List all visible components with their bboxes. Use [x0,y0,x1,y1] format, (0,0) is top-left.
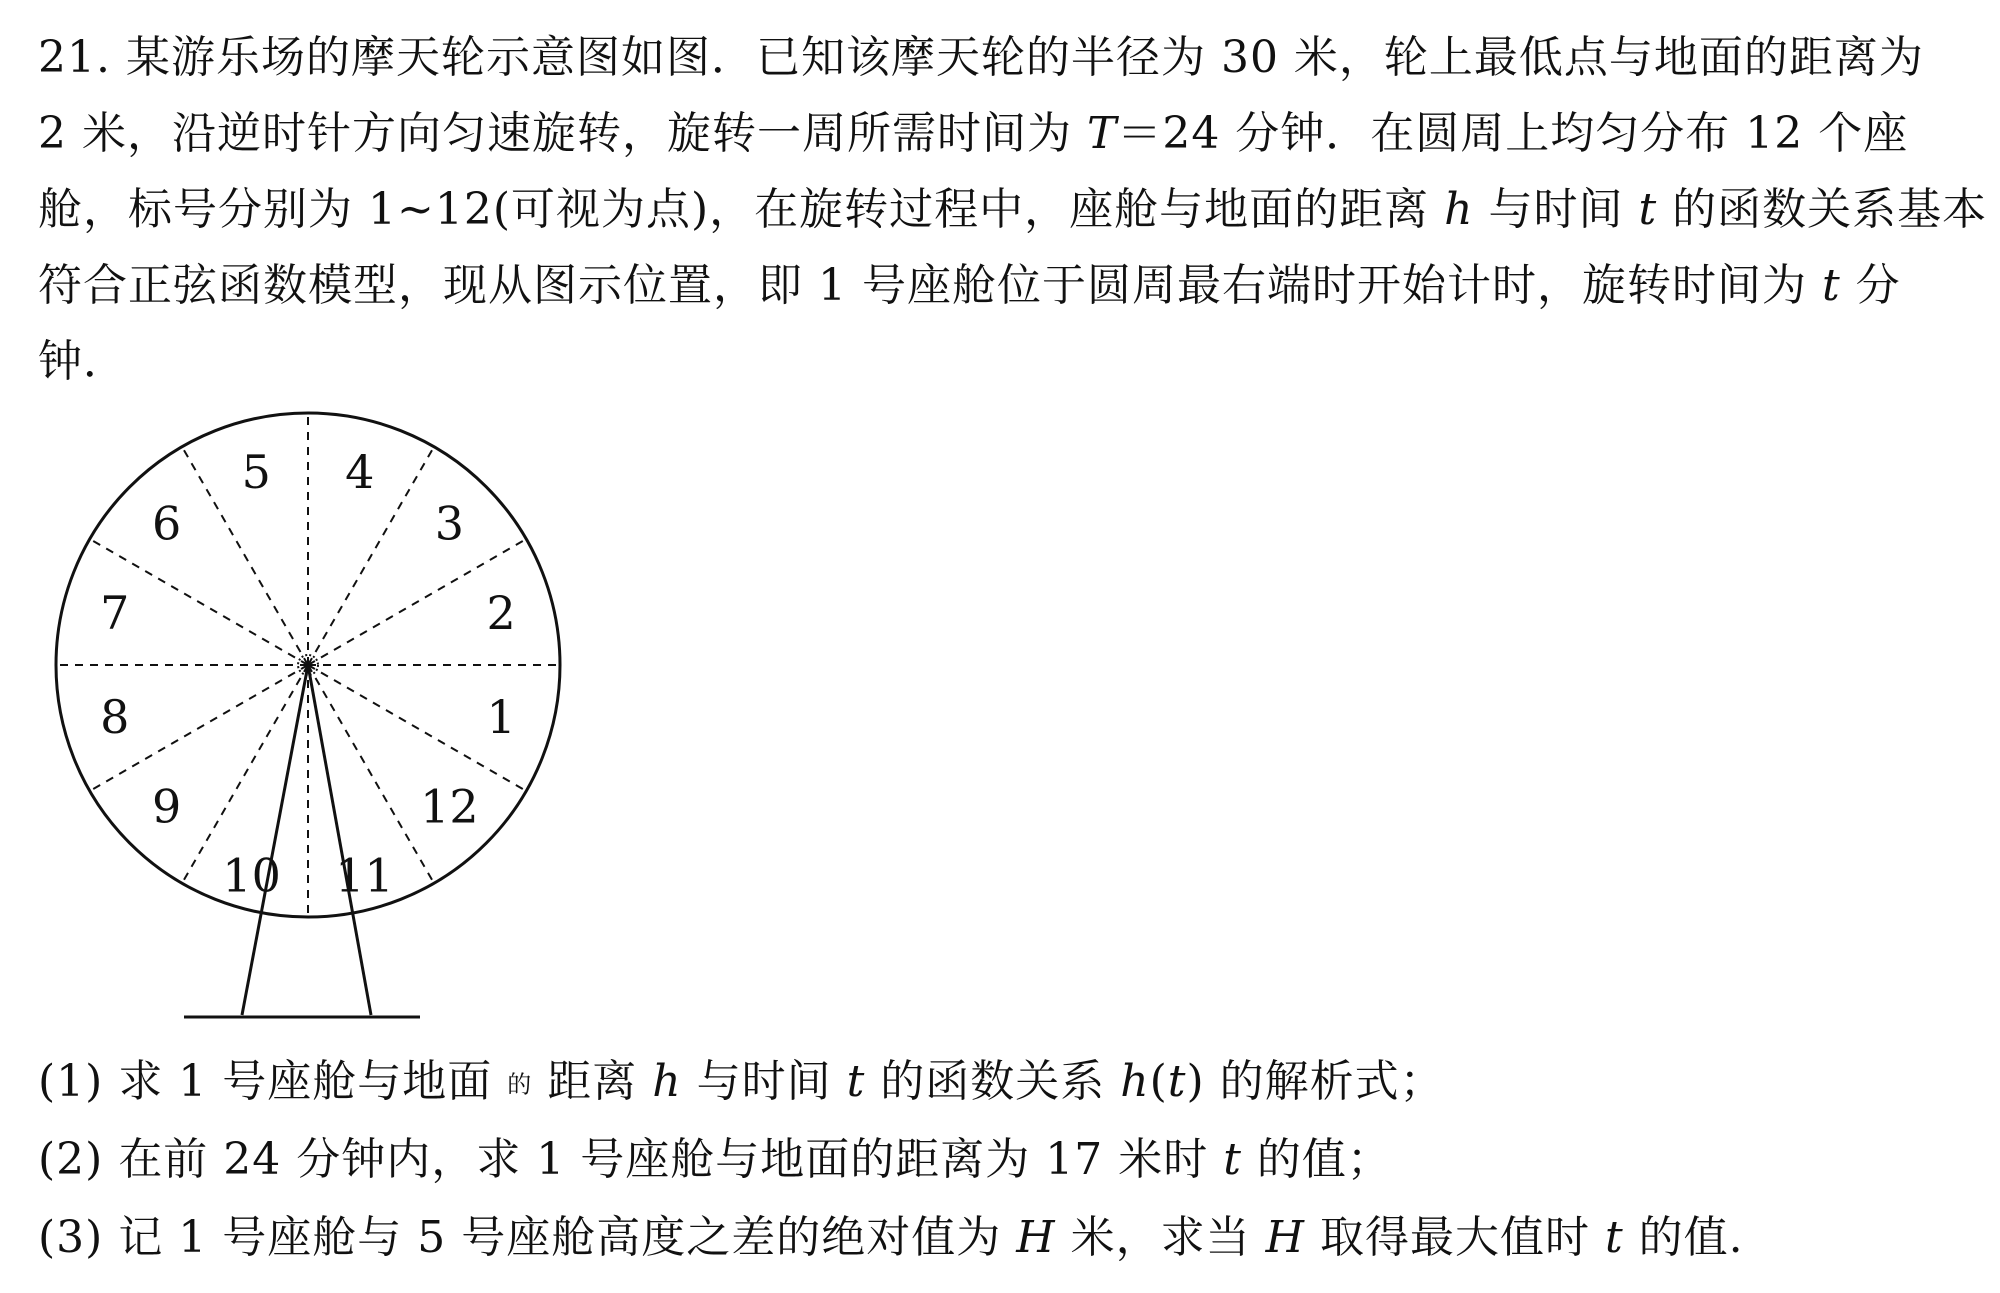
stem-line-2: 2 米，沿逆时针方向匀速旋转，旋转一周所需时间为 T＝24 分钟．在圆周上均匀分布 12 个座 [38,108,1909,159]
seat-label-2: 2 [486,586,516,641]
var-H: H [1016,1212,1056,1263]
seat-label-4: 4 [345,444,375,499]
seat-label-12: 12 [420,779,479,834]
var-t: t [1223,1134,1242,1185]
stem-line-5: 钟． [38,336,128,387]
var-H: H [1265,1212,1305,1263]
seat-label-6: 6 [151,496,182,551]
var-t: t [846,1056,866,1107]
support-leg-left [242,665,308,1015]
support-leg-right [308,665,371,1015]
var-h: h [1444,184,1474,235]
small-char: 的 [507,1070,533,1099]
var-T: T [1086,108,1118,159]
seat-label-10: 10 [222,848,281,903]
seat-label-9: 9 [151,779,182,834]
var-t: t [1638,184,1658,235]
stem-line-1: 21. 某游乐场的摩天轮示意图如图．已知该摩天轮的半径为 30 米，轮上最低点与地面的距离为 [38,32,1924,83]
seat-label-1: 1 [486,689,516,744]
stem-line-3: 舱，标号分别为 1~12(可视为点)，在旋转过程中，座舱与地面的距离 h 与时间 t 的函数关系基本 [38,184,1988,235]
question-3: (3) 记 1 号座舱与 5 号座舱高度之差的绝对值为 H 米，求当 H 取得最大值时 t 的值. [38,1212,1744,1263]
var-t: t [1604,1212,1624,1263]
problem-stem [38,20,1988,400]
var-h: h [652,1056,682,1107]
var-t: t [1821,260,1841,311]
seat-label-3: 3 [434,496,465,551]
seat-label-11: 11 [335,848,394,903]
stem-line-4: 符合正弦函数模型，现从图示位置，即 1 号座舱位于圆周最右端时开始计时，旋转时间为 t 分 [38,260,1901,311]
ferris-wheel-figure [40,410,600,1030]
question-1: (1) 求 1 号座舱与地面 的 距离 h 与时间 t 的函数关系 h(t) 的解析式； [38,1056,1445,1107]
question-2: (2) 在前 24 分钟内，求 1 号座舱与地面的距离为 17 米时 t 的值； [38,1134,1392,1185]
seat-label-8: 8 [100,689,130,744]
var-t: t [1167,1056,1187,1107]
seat-label-5: 5 [241,444,271,499]
seat-label-7: 7 [100,586,130,641]
var-h: h [1120,1056,1150,1107]
